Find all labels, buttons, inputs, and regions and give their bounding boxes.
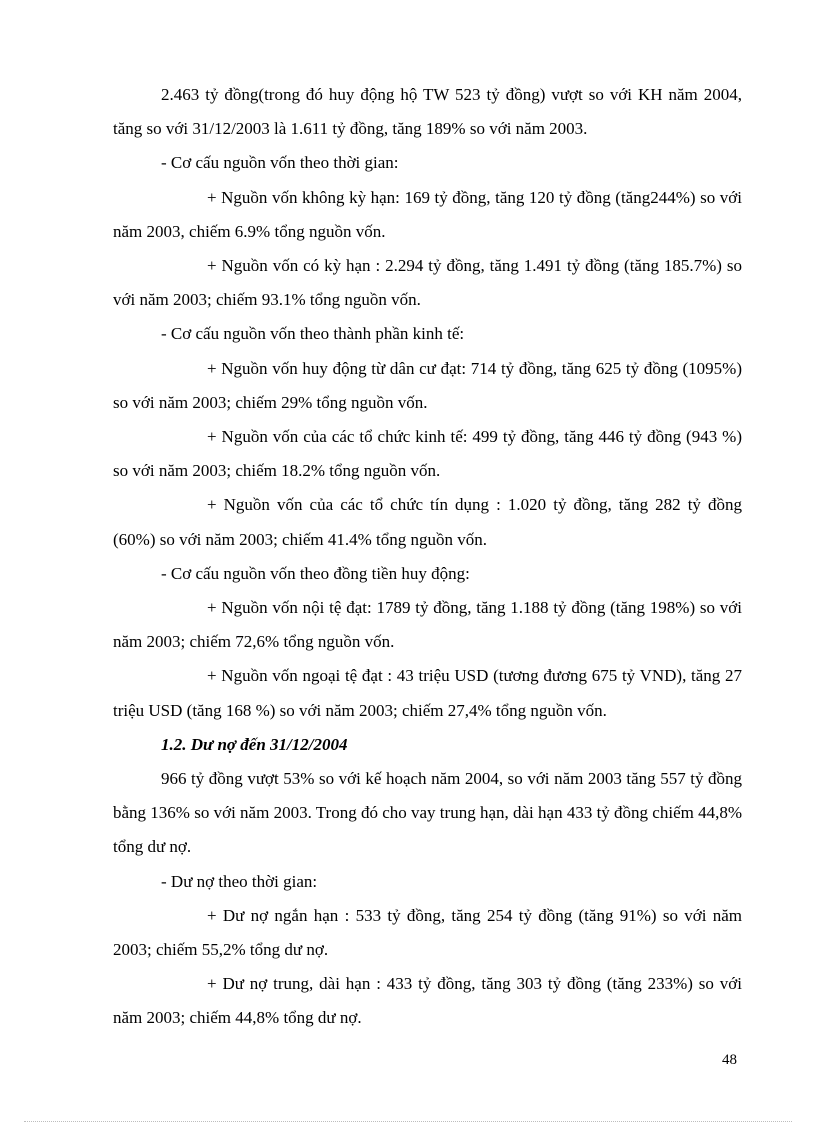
paragraph-capital-by-currency: - Cơ cấu nguồn vốn theo đồng tiền huy động: bbox=[161, 563, 470, 583]
paragraph-loans-by-term: - Dư nợ theo thời gian: bbox=[161, 871, 318, 891]
paragraph-non-term-capital: + Nguồn vốn không kỳ hạn: 169 tỷ đồng, tăng 120 tỷ đồng (tăng244%) so với năm 2003, chiếm 6.9% tổng nguồn vốn. bbox=[113, 187, 742, 241]
paragraph-resident-capital: + Nguồn vốn huy động từ dân cư đạt: 714 tỷ đồng, tăng 625 tỷ đồng (1095%) so với năm 2003; chiếm 29% tổng nguồn vốn. bbox=[113, 358, 742, 412]
paragraph-capital-by-sector: - Cơ cấu nguồn vốn theo thành phần kinh tế: bbox=[161, 324, 465, 344]
footer-divider bbox=[24, 1121, 792, 1122]
paragraph-capital-by-term: - Cơ cấu nguồn vốn theo thời gian: bbox=[161, 153, 399, 173]
paragraph-short-term-loans: + Dư nợ ngắn hạn : 533 tỷ đồng, tăng 254 tỷ đồng (tăng 91%) so với năm 2003; chiếm 55,2% tổng dư nợ. bbox=[113, 905, 742, 960]
paragraph-term-capital: + Nguồn vốn có kỳ hạn : 2.294 tỷ đồng, tăng 1.491 tỷ đồng (tăng 185.7%) so với năm 2003; chiếm 93.1% tổng nguồn vốn. bbox=[113, 256, 742, 310]
paragraph-local-currency-capital: + Nguồn vốn nội tệ đạt: 1789 tỷ đồng, tăng 1.188 tỷ đồng (tăng 198%) so với năm 2003; chiếm 72,6% tổng nguồn vốn. bbox=[113, 598, 742, 652]
page-number: 48 bbox=[722, 1052, 737, 1068]
paragraph-credit-org-capital: + Nguồn vốn của các tổ chức tín dụng : 1.020 tỷ đồng, tăng 282 tỷ đồng (60%) so với năm 2003; chiếm 41.4% tổng nguồn vốn. bbox=[113, 495, 742, 549]
paragraph-capital-total: 2.463 tỷ đồng(trong đó huy động hộ TW 523 tỷ đồng) vượt so với KH năm 2004, tăng so với 31/12/2003 là 1.611 tỷ đồng, tăng 189% so với năm 2003. bbox=[113, 85, 742, 139]
paragraph-economic-org-capital: + Nguồn vốn của các tổ chức kinh tế: 499 tỷ đồng, tăng 446 tỷ đồng (943 %) so với năm 2003; chiếm 18.2% tổng nguồn vốn. bbox=[113, 427, 742, 481]
document-body bbox=[113, 78, 742, 1036]
section-heading: 1.2. Dư nợ đến 31/12/2004 bbox=[161, 734, 348, 754]
paragraph-foreign-currency-capital: + Nguồn vốn ngoại tệ đạt : 43 triệu USD (tương đương 675 tỷ VND), tăng 27 triệu USD (tăng 168 %) so với năm 2003; chiếm 27,4% tổng nguồn vốn. bbox=[113, 666, 742, 720]
paragraph-long-term-loans: + Dư nợ trung, dài hạn : 433 tỷ đồng, tăng 303 tỷ đồng (tăng 233%) so với năm 2003; chiếm 44,8% tổng dư nợ. bbox=[113, 974, 742, 1028]
paragraph-outstanding-loans: 966 tỷ đồng vượt 53% so với kế hoạch năm 2004, so với năm 2003 tăng 557 tỷ đồng bằng 136% so với năm 2003. Trong đó cho vay trung hạn, dài hạn 433 tỷ đồng chiếm 44,8% tổng dư nợ. bbox=[113, 769, 742, 857]
